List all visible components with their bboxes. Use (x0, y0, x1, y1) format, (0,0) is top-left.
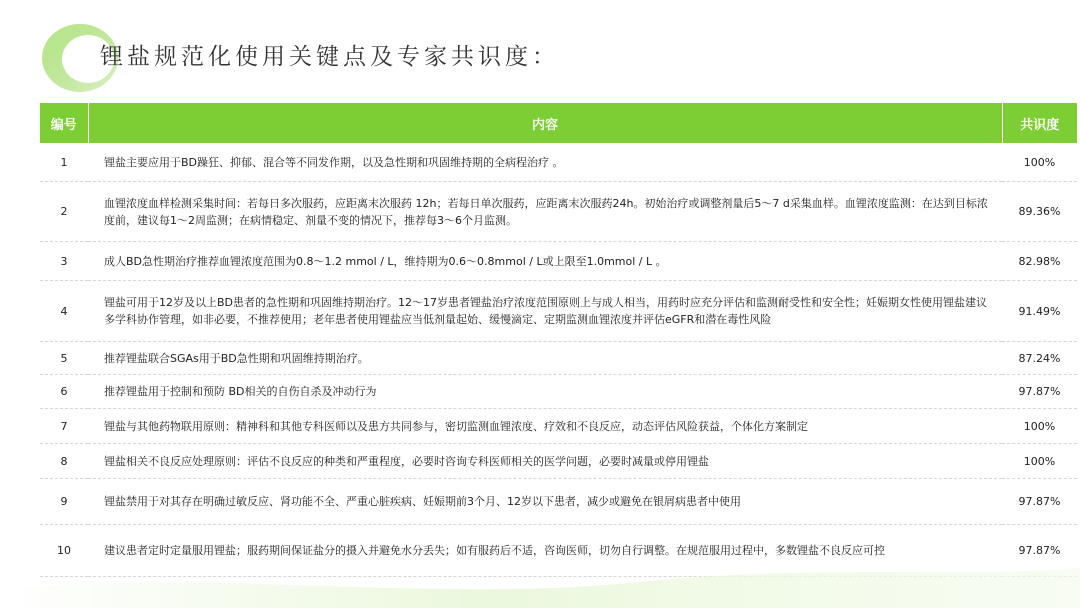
consensus-table (40, 103, 1077, 577)
row-content: 锂盐主要应用于BD躁狂、抑郁、混合等不同发作期，以及急性期和巩固维持期的全病程治疗 。 (88, 143, 1002, 182)
green-wave-decoration (0, 538, 1080, 608)
row-number: 9 (40, 479, 88, 525)
row-consensus: 100% (1002, 409, 1077, 444)
row-consensus: 97.87% (1002, 479, 1077, 525)
row-consensus: 97.87% (1002, 525, 1077, 577)
row-content: 锂盐与其他药物联用原则：精神科和其他专科医师以及患方共同参与，密切监测血锂浓度、疗效和不良反应，动态评估风险获益，个体化方案制定 (88, 409, 1002, 444)
row-number: 2 (40, 182, 88, 242)
table-row (40, 444, 1077, 479)
table-row (40, 342, 1077, 375)
table-row (40, 281, 1077, 342)
table-row (40, 143, 1077, 182)
row-number: 8 (40, 444, 88, 479)
row-number: 1 (40, 143, 88, 182)
row-content: 推荐锂盐联合SGAs用于BD急性期和巩固维持期治疗。 (88, 342, 1002, 375)
table-row (40, 375, 1077, 409)
row-content: 锂盐禁用于对其存在明确过敏反应、肾功能不全、严重心脏疾病、妊娠期前3个月、12岁以下患者，减少或避免在银屑病患者中使用 (88, 479, 1002, 525)
row-content: 推荐锂盐用于控制和预防 BD相关的自伤自杀及冲动行为 (88, 375, 1002, 409)
table-row (40, 479, 1077, 525)
row-content: 锂盐相关不良反应处理原则：评估不良反应的种类和严重程度，必要时咨询专科医师相关的医学问题，必要时减量或停用锂盐 (88, 444, 1002, 479)
row-content: 成人BD急性期治疗推荐血锂浓度范围为0.8～1.2 mmol / L，维持期为0.6～0.8mmol / L或上限至1.0mmol / L 。 (88, 242, 1002, 281)
row-consensus: 97.87% (1002, 375, 1077, 409)
page-title: 锂盐规范化使用关键点及专家共识度： (100, 44, 559, 70)
row-number: 7 (40, 409, 88, 444)
row-consensus: 100% (1002, 444, 1077, 479)
row-content: 建议患者定时定量服用锂盐；服药期间保证盐分的摄入并避免水分丢失；如有服药后不适，咨询医师，切勿自行调整。在规范服用过程中，多数锂盐不良反应可控 (88, 525, 1002, 577)
table-row (40, 182, 1077, 242)
row-consensus: 82.98% (1002, 242, 1077, 281)
table-row (40, 242, 1077, 281)
row-content: 血锂浓度血样检测采集时间：若每日多次服药，应距离末次服药 12h；若每日单次服药，应距离末次服药24h。初始治疗或调整剂量后5～7 d采集血样。血锂浓度监测：在达到目标浓度前，建议每1～2周监测；在病情稳定、剂量不变的情况下，推荐每3～6个月监测。 (88, 182, 1002, 242)
table-row (40, 409, 1077, 444)
row-number: 5 (40, 342, 88, 375)
row-number: 4 (40, 281, 88, 342)
row-consensus: 89.36% (1002, 182, 1077, 242)
row-content: 锂盐可用于12岁及以上BD患者的急性期和巩固维持期治疗。12～17岁患者锂盐治疗浓度范围原则上与成人相当，用药时应充分评估和监测耐受性和安全性；妊娠期女性使用锂盐建议多学科协作管理，如非必要，不推荐使用；老年患者使用锂盐应当低剂量起始、缓慢滴定、定期监测血锂浓度并评估eGFR和潜在毒性风险 (88, 281, 1002, 342)
row-number: 3 (40, 242, 88, 281)
row-consensus: 91.49% (1002, 281, 1077, 342)
row-number: 6 (40, 375, 88, 409)
header-consensus: 共识度 (1002, 103, 1077, 143)
header-number: 编号 (40, 103, 88, 143)
row-number: 10 (40, 525, 88, 577)
row-consensus: 87.24% (1002, 342, 1077, 375)
table-header-row (40, 103, 1077, 143)
header-content: 内容 (88, 103, 1002, 143)
row-consensus: 100% (1002, 143, 1077, 182)
